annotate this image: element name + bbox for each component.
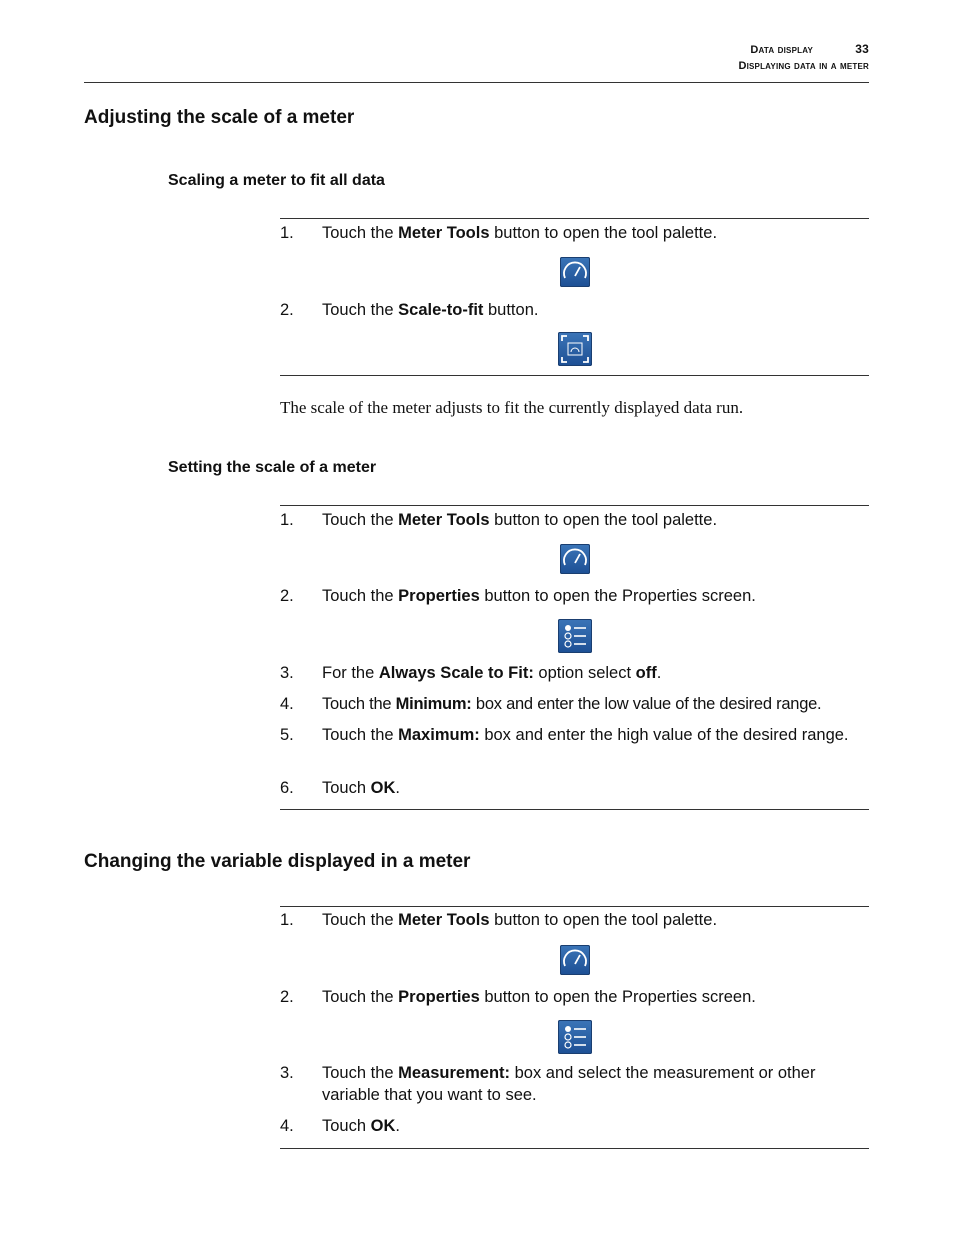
steps-changing-variable: 1. Touch the Meter Tools button to open the tool palette. 2. Touch the Properties button to open the Properties screen. 3. Touch the Measurement: box and select the measurement or other variable that you want to see. 4. Touch OK. (280, 906, 869, 1149)
scale-result-text: The scale of the meter adjusts to fit the currently displayed data run. (280, 398, 744, 417)
meter-tools-icon[interactable] (560, 544, 590, 574)
chapter-title: Data display (750, 44, 813, 56)
header-rule (84, 82, 869, 83)
section-title: Displaying data in a meter (738, 60, 869, 72)
steps-setting-scale: 1. Touch the Meter Tools button to open the tool palette. 2. Touch the Properties button to open the Properties screen. 3. For the Always Scale to Fit: option select off. 4. Touch the Minimum: box and enter the low value of the desired range. 5. Touch the Maximum: box and enter the high value of the desired range. 6. Touch OK. (280, 505, 869, 810)
properties-icon[interactable] (558, 619, 592, 653)
properties-icon[interactable] (558, 1020, 592, 1054)
heading-setting-scale: Setting the scale of a meter (168, 459, 377, 476)
running-header (738, 42, 869, 74)
page-number: 33 (855, 42, 869, 56)
heading-changing-variable: Changing the variable displayed in a meter (84, 851, 471, 872)
meter-tools-icon[interactable] (560, 257, 590, 287)
steps-scaling-fit: 1. Touch the Meter Tools button to open the tool palette. 2. Touch the Scale-to-fit button. (280, 218, 869, 376)
scale-to-fit-icon[interactable] (558, 332, 592, 366)
heading-scaling-fit: Scaling a meter to fit all data (168, 172, 385, 189)
meter-tools-icon[interactable] (560, 945, 590, 975)
heading-adjusting-scale: Adjusting the scale of a meter (84, 107, 355, 128)
